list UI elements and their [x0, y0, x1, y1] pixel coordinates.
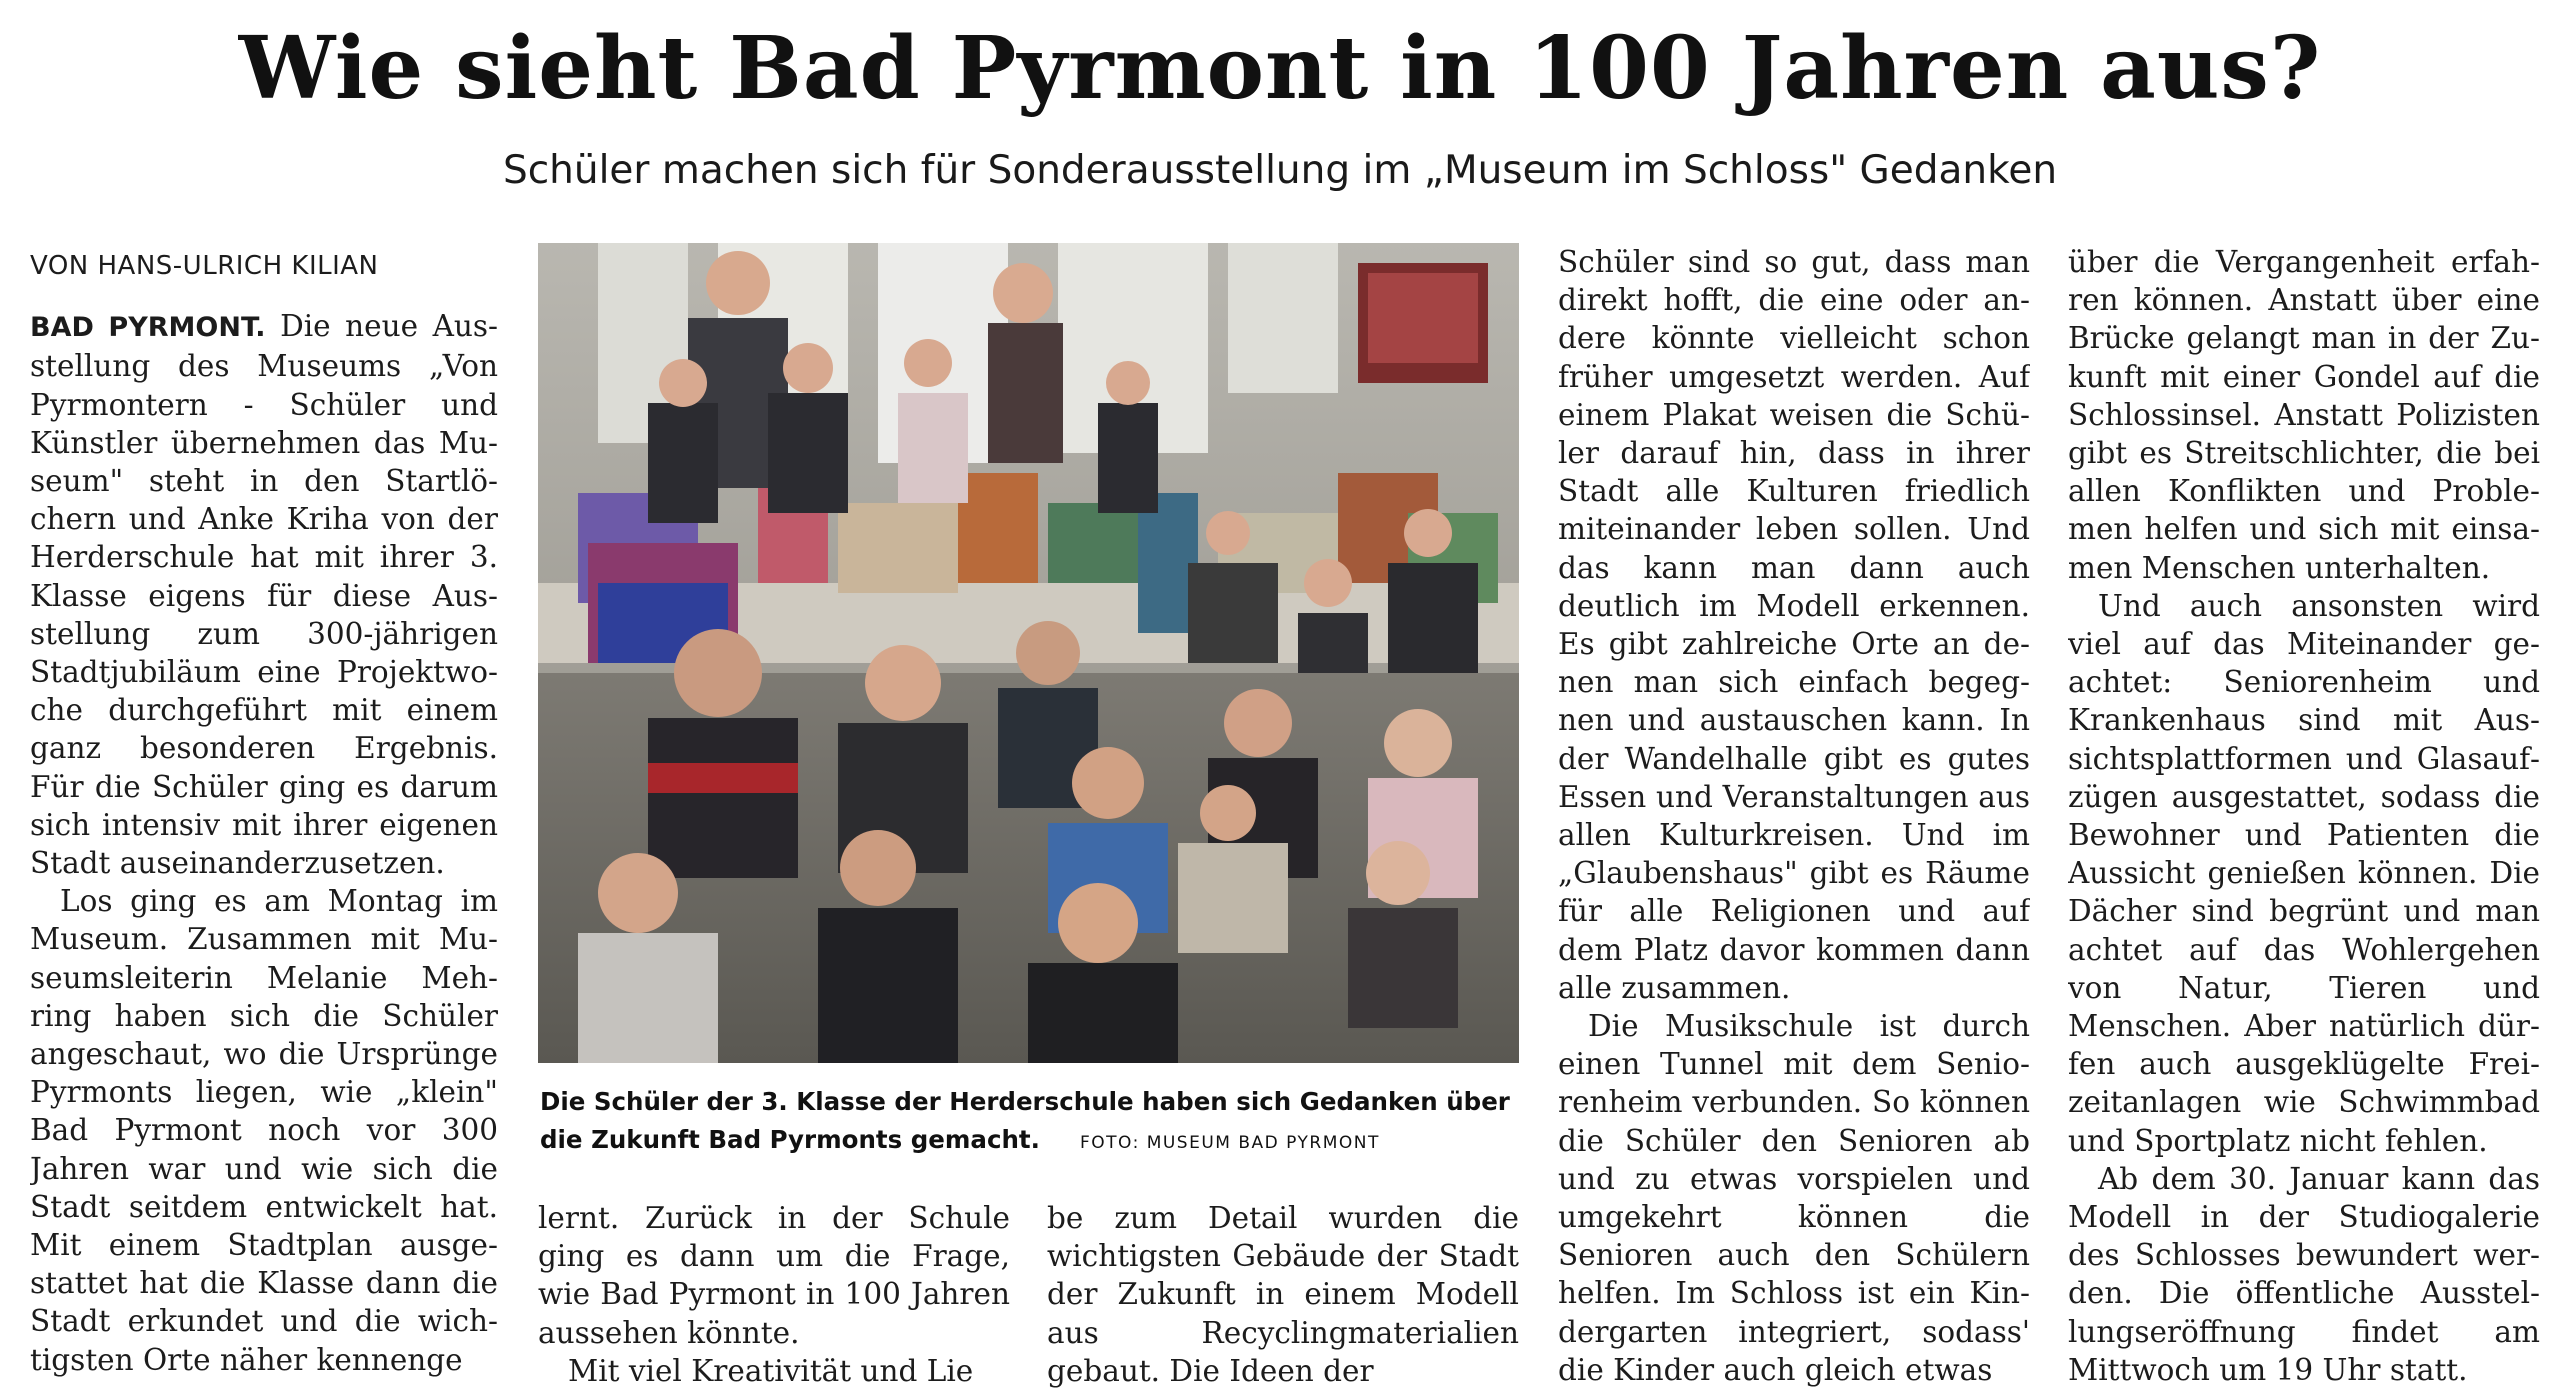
article-paragraph: über die Vergangenheit erfahren können. Anstatt über eine Brücke gelangt man in der Zukunft mit einer Gondel auf die Schlossinsel. Anstatt Polizisten gibt es Streitschlichter, die bei allen Konflikten und Problemen helfen und sich mit einsamen Menschen unterhalten.: [2068, 245, 2540, 585]
article-paragraph: Die Musikschule ist durch einen Tunnel mit dem Seniorenheim verbunden. So können die Schüler den Senioren ab und zu etwas vorspielen und umgekehrt können die Senioren auch den Schülern helfen. Im Schloss ist ein Kindergarten integriert, sodass' die Kinder auch gleich etwas: [1558, 1009, 2030, 1387]
paragraph-text: Die neue Ausstellung des Museums „Von Pyrmontern - Schüler und Künstler übernehmen das Museum" steht in den Startlöchern und Anke Kriha von der Herderschule hat mit ihrer 3. Klasse eigens für diese Ausstellung zum 300-jährigen Stadtjubiläum eine Projektwoche durchgeführt mit einem ganz besonderen Ergebnis. Für die Schüler ging es darum sich intensiv mit ihrer eigenen Stadt auseinanderzusetzen.: [30, 309, 498, 881]
article-column-5: [2068, 243, 2540, 1393]
subheadline: Schüler machen sich für Sonderausstellung im „Museum im Schloss" Gedanken: [502, 148, 2058, 193]
article-column-1: [30, 243, 498, 1393]
headline: Wie sieht Bad Pyrmont in 100 Jahren aus?: [238, 18, 2322, 119]
article-column-4: [1558, 243, 2030, 1393]
dateline: BAD PYRMONT.: [30, 312, 266, 344]
article-paragraph: Mit viel Kreativität und Lie: [568, 1353, 974, 1388]
article-paragraph: be zum Detail wurden die wichtigsten Gebäude der Stadt der Zukunft in einem Modell aus Recyclingmaterialien gebaut. Die Ideen der: [1047, 1201, 1519, 1388]
article-paragraph: Und auch ansonsten wird viel auf das Miteinander geachtet: Seniorenheim und Krankenhaus sind mit Aussichtsplattformen und Glasaufzügen ausgestattet, sodass die Bewohner und Patienten die Aussicht genießen können. Die Dächer sind begrünt und man achtet auf das Wohlergehen von Natur, Tieren und Menschen. Aber natürlich dürfen auch ausgeklügelte Freizeitanlagen wie Schwimmbad und Sportplatz nicht fehlen.: [2068, 588, 2540, 1158]
class-photo: [538, 243, 1519, 1063]
caption-text: Die Schüler der 3. Klasse der Herderschule haben sich Gedanken über die Zukunft Bad Pyrmonts gemacht.: [540, 1087, 1510, 1154]
byline: VON HANS-ULRICH KILIAN: [30, 251, 379, 281]
article-paragraph: lernt. Zurück in der Schule ging es dann um die Frage, wie Bad Pyrmont in 100 Jahren aussehen könnte.: [538, 1201, 1010, 1350]
article-paragraph: Ab dem 30. Januar kann das Modell in der Studiogalerie des Schlosses bewundert werden. Die öffentliche Ausstellungseröffnung findet am Mittwoch um 19 Uhr statt.: [2068, 1161, 2540, 1387]
article-paragraph: Schüler sind so gut, dass man direkt hofft, die eine oder andere könnte vielleicht schon früher umgesetzt werden. Auf einem Plakat weisen die Schüler darauf hin, dass in ihrer Stadt alle Kulturen friedlich miteinander leben sollen. Und das kann man dann auch deutlich im Modell erkennen. Es gibt zahlreiche Orte an denen man sich einfach begegnen und austauschen kann. In der Wandelhalle gibt es gutes Essen und Veranstaltungen aus allen Kulturkreisen. Und im „Glaubenshaus" gibt es Räume für alle Religionen und auf dem Platz davor kommen dann alle zusammen.: [1558, 245, 2030, 1005]
photo-caption: [540, 1083, 1520, 1162]
article-column-2: [538, 1199, 1010, 1397]
article-paragraph: Los ging es am Montag im Museum. Zusammen mit Museumsleiterin Melanie Mehring haben sich die Schüler angeschaut, wo die Ursprünge Pyrmonts liegen, wie „klein" Bad Pyrmont noch vor 300 Jahren war und wie sich die Stadt seitdem entwickelt hat. Mit einem Stadtplan ausgestattet hat die Klasse dann die Stadt erkundet und die wichtigsten Orte näher kennenge: [30, 884, 498, 1377]
photo-credit: FOTO: MUSEUM BAD PYRMONT: [1079, 1133, 1380, 1153]
article-paragraph: [30, 307, 498, 882]
article-column-3: [1047, 1199, 1519, 1397]
